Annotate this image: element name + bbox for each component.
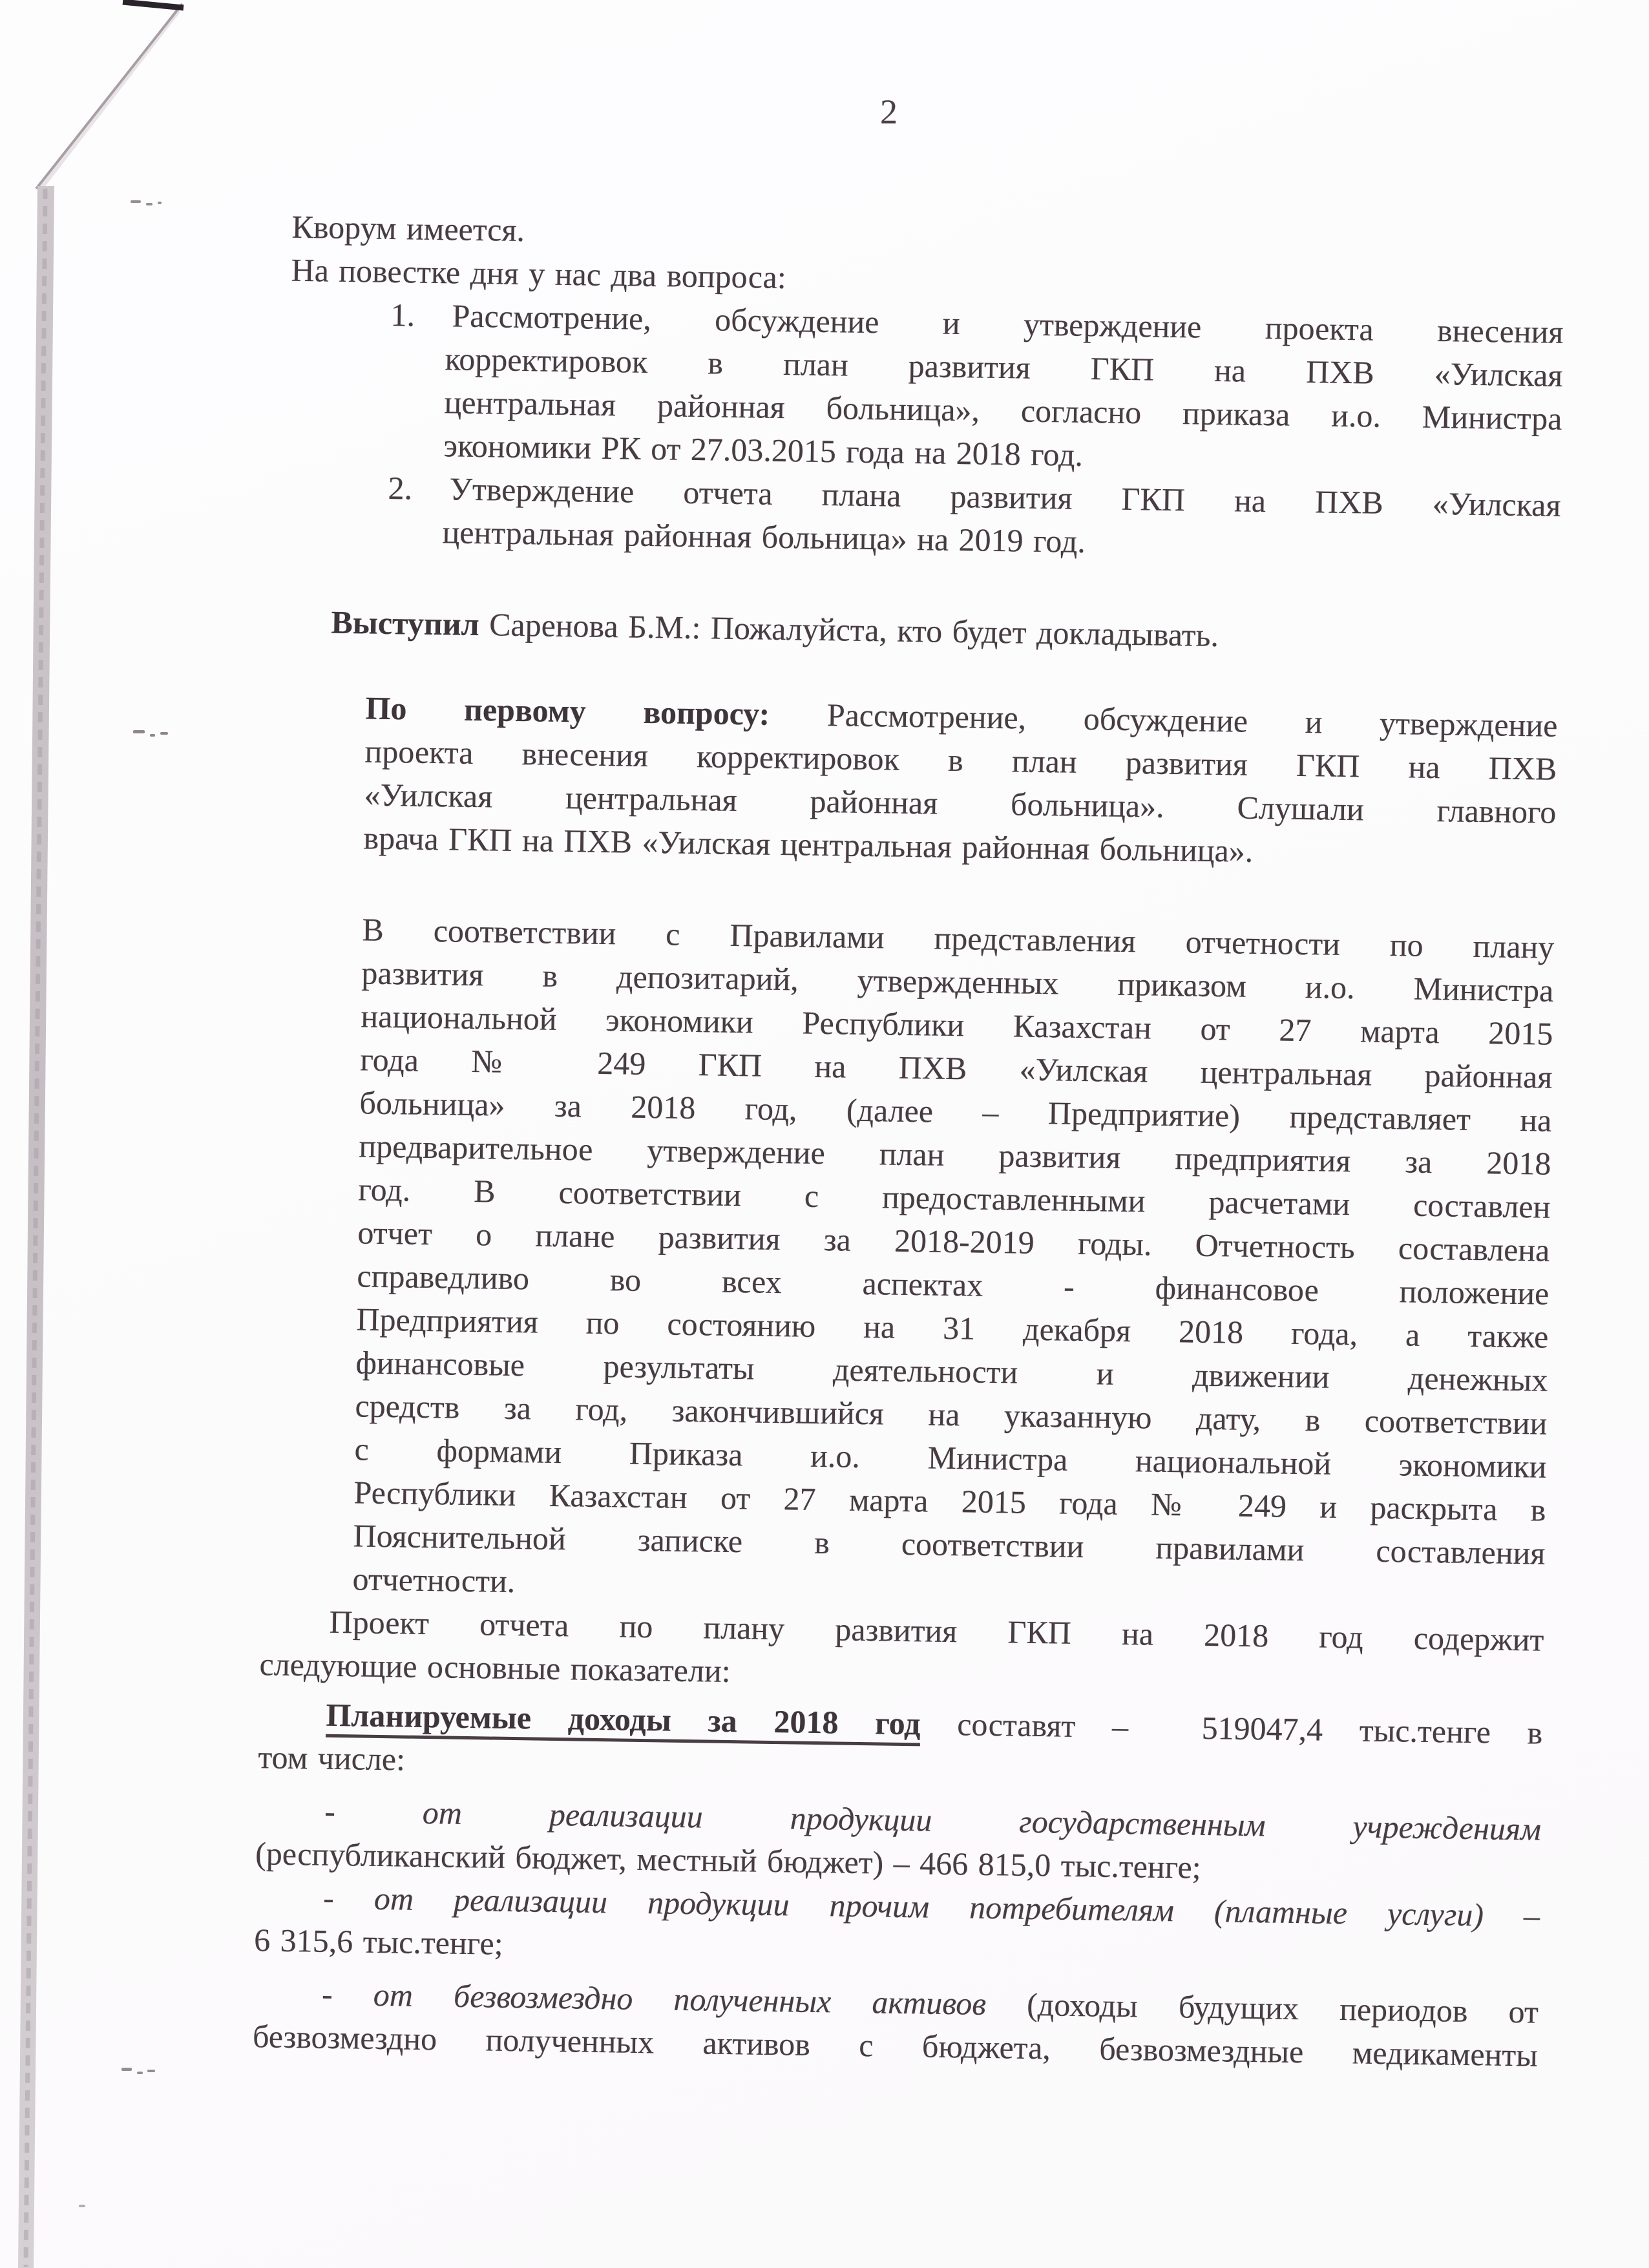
list-number: 2. (388, 469, 413, 507)
text-segment: На повестке дня у нас два вопроса: (291, 251, 787, 296)
text-segment: Выступил (331, 604, 490, 643)
text-segment: финансовые результаты деятельности и движении денежных (355, 1344, 1548, 1398)
text-segment: Проект отчета по плану развития ГКП на 2018 год содержит (329, 1603, 1544, 1658)
compliance-paragraph (255, 907, 1555, 1618)
text-segment: больница» за 2018 год, (далее – Предприятие) представляет на (359, 1084, 1552, 1139)
text-segment: развития в депозитарий, утвержденных приказом и.о. Министра (361, 954, 1554, 1009)
text-segment: - (322, 1879, 375, 1916)
text-segment: составят – 519047,4 тыс.тенге в (920, 1705, 1543, 1751)
text-segment: Саренова Б.М.: Пожалуйста, кто будет докладывать. (488, 606, 1219, 654)
text-segment: от безвозмездно полученных активов (373, 1976, 987, 2022)
text-segment: (доходы будущих периодов от (985, 1985, 1539, 2030)
text-segment: По первому вопросу: (365, 689, 828, 733)
text-segment: предварительное утверждение план развития предприятия за 2018 (359, 1128, 1551, 1182)
text-segment: отчетности. (352, 1560, 516, 1600)
text-segment: национальной экономики Республики Казахстан от 27 марта 2015 (361, 998, 1553, 1052)
document-text (249, 205, 1565, 2077)
text-segment: том числе: (258, 1739, 406, 1778)
text-segment: центральная районная больница», согласно приказа и.о. Министра (444, 384, 1562, 437)
text-segment: Утверждение отчета плана развития ГКП на ПХВ «Уилская (449, 470, 1561, 523)
text-segment: - (321, 1975, 374, 2013)
text-segment: от реализации продукции прочим потребителям (платные услуги) (373, 1880, 1484, 1933)
agenda-item-1 (272, 291, 1564, 484)
text-segment: - (324, 1792, 423, 1831)
report-summary-paragraph (254, 1599, 1544, 1705)
income-item-paid (250, 1875, 1540, 1981)
text-segment: Предприятия по состоянию на 31 декабря 2018 года, а также (356, 1301, 1549, 1355)
text-segment: (республиканский бюджет, местный бюджет) – 466 815,0 тыс.тенге; (255, 1835, 1202, 1885)
text-segment: Рассмотрение, обсуждение и утверждение (826, 697, 1558, 744)
text-segment: следующие основные показатели: (259, 1646, 731, 1690)
agenda-item-2 (271, 465, 1561, 571)
text-segment: центральная районная больница» на 2019 год. (442, 514, 1086, 560)
text-segment: 6 315,6 тыс.тенге; (253, 1922, 504, 1962)
speaker-paragraph (269, 600, 1559, 662)
text-segment: от реализации продукции государственным учреждениям (422, 1794, 1542, 1847)
text-segment: средств за год, закончившийся на указанную дату, в соответствии (355, 1387, 1548, 1442)
text-segment: отчет о плане развития за 2018-2019 годы. Отчетность составлена (357, 1214, 1550, 1268)
text-segment: Рассмотрение, обсуждение и утверждение проекта внесения (452, 297, 1564, 350)
text-segment: с формами Приказа и.о. Министра национальной экономики (354, 1431, 1547, 1485)
text-segment: безвозмездно полученных активов с бюджета, безвозмездные медикаменты (252, 2018, 1539, 2074)
text-segment: справедливо во всех аспектах - финансовое положение (357, 1257, 1549, 1312)
text-segment: Кворум имеется. (291, 208, 525, 249)
text-segment: год. В соответствии с предоставленными расчетами составлен (358, 1171, 1551, 1225)
text-segment: корректировок в план развития ГКП на ПХВ «Уилская (445, 341, 1563, 394)
planned-income-paragraph (253, 1692, 1543, 1798)
text-segment: Республики Казахстан от 27 марта 2015 года № 249 и раскрыта в (353, 1474, 1546, 1528)
text-segment: – (1483, 1896, 1540, 1934)
list-number: 1. (390, 296, 415, 333)
text-segment: года № 249 ГКП на ПХВ «Уилская центральная районная (360, 1041, 1553, 1095)
text-segment: экономики РК от 27.03.2015 года на 2018 год. (443, 427, 1084, 473)
text-segment: Планируемые доходы за 2018 год (326, 1697, 921, 1747)
first-question-paragraph (266, 685, 1558, 877)
page-number: 2 (880, 92, 898, 131)
text-segment: «Уилская центральная районная больница». Слушали главного (364, 776, 1557, 830)
text-segment: Пояснительной записке в соответствии правилами составления (353, 1517, 1546, 1571)
text-line (269, 600, 1559, 662)
text-segment: врача ГКП на ПХВ «Уилская центральная районная больница». (363, 819, 1254, 869)
text-segment: В соответствии с Правилами представления отчетности по плану (362, 911, 1555, 965)
text-segment: проекта внесения корректировок в план развития ГКП на ПХВ (364, 733, 1557, 787)
